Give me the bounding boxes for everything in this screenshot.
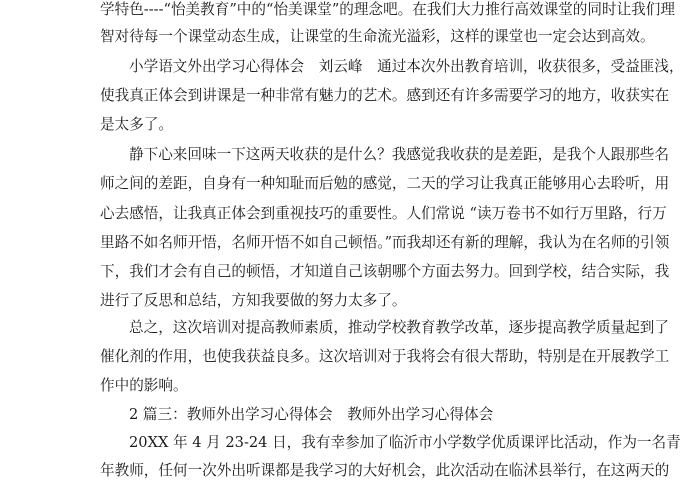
section-heading [0, 405, 700, 425]
text-line [0, 291, 700, 311]
text-line [0, 27, 700, 47]
text-line [0, 57, 700, 77]
line-text: 催化剂的作用，也使我获益良多。这次培训对于我将会有很大帮助，特别是在开展教学工 [100, 348, 670, 365]
text-line [0, 204, 700, 224]
text-line [0, 461, 700, 481]
line-text: 总之，这次培训对提高教师素质，推动学校教育教学改革，逐步提高教学质量起到了 [129, 319, 669, 336]
line-text: 作中的影响。 [100, 377, 188, 394]
line-text: 使我真正体会到讲课是一种非常有魅力的艺术。感到还有许多需要学习的地方，收获实在 [100, 87, 670, 104]
line-text: 智对待每一个课堂动态生成，让课堂的生命流光溢彩，这样的课堂也一定会达到高效。 [100, 28, 655, 45]
line-text: 里路不如名师开悟，名师开悟不如自己顿悟。”而我却还有新的理解，我认为在名师的引领 [100, 234, 670, 251]
text-line [0, 262, 700, 282]
line-text: 小学语文外出学习心得体会 刘云峰 通过本次外出教育培训，收获很多，受益匪浅， [129, 58, 684, 75]
text-line [0, 174, 700, 194]
text-line [0, 318, 700, 338]
line-text: 静下心来回味一下这两天收获的是什么？我感觉我收获的是差距，是我个人跟那些名 [129, 146, 669, 163]
line-text: 年教师，任何一次外出听课都是我学习的大好机会，此次活动在临沭县举行，在这两天的 [100, 462, 670, 479]
line-text: 师之间的差距，自身有一种知耻而后勉的感觉，二天的学习让我真正能够用心去聆听，用 [100, 175, 670, 192]
line-text: 2 篇三：教师外出学习心得体会 教师外出学习心得体会 [129, 406, 494, 423]
line-text: 心去感悟，让我真正体会到重视技巧的重要性。人们常说 “读万卷书不如行万里路，行万 [100, 205, 667, 222]
line-text: 学特色----“怡美教育”中的“怡美课堂”的理念吧。在我们大力推行高效课堂的同时让我们理 [100, 1, 675, 18]
line-text: 进行了反思和总结，方知我要做的努力太多了。 [100, 292, 407, 309]
line-text: 下，我们才会有自己的顿悟，才知道自己该朝哪个方面去努力。回到学校，结合实际，我 [100, 263, 670, 280]
text-line [0, 233, 700, 253]
text-line [0, 86, 700, 106]
text-line [0, 0, 700, 20]
text-line [0, 376, 700, 396]
text-line [0, 433, 700, 453]
text-line [0, 347, 700, 367]
line-text: 是太多了。 [100, 116, 173, 133]
text-line [0, 145, 700, 165]
line-text: 20XX 年 4 月 23-24 日，我有幸参加了临沂市小学数学优质课评比活动，作为一名青 [129, 434, 681, 451]
text-line [0, 115, 700, 135]
